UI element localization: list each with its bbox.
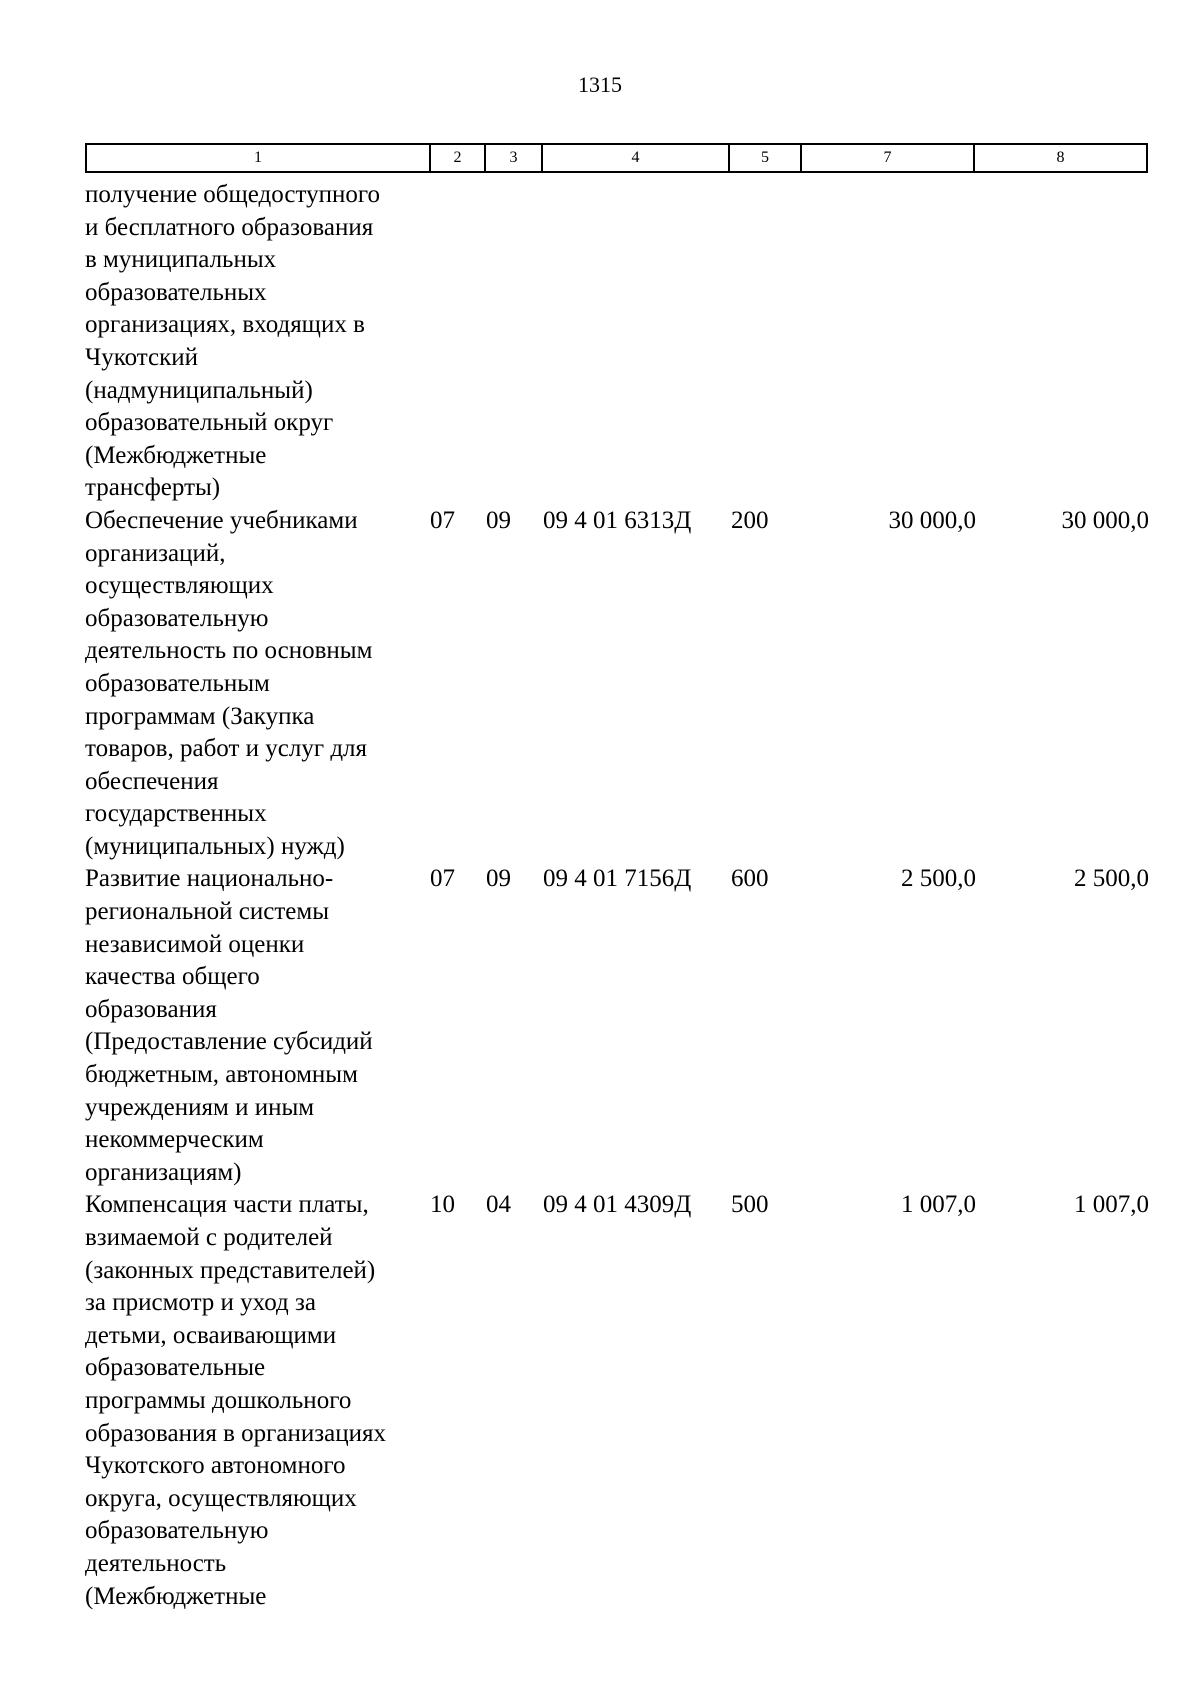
header-cell-5: 5	[729, 144, 801, 172]
description-line: (законных представителей)	[85, 1256, 376, 1284]
target-article-code: 09 4 01 7156Д	[543, 865, 692, 893]
amount-col-8	[976, 179, 1149, 505]
row-description	[85, 179, 429, 505]
amount-col-8: 1 007,0	[1074, 1191, 1149, 1219]
description-line: получение общедоступного	[85, 181, 380, 208]
description-line: детьми, осваивающими	[85, 1321, 337, 1349]
description-line: за присмотр и уход за	[85, 1289, 316, 1317]
table-row	[85, 505, 1149, 864]
description-line: программам (Закупка	[85, 702, 315, 730]
description-line: качества общего	[85, 963, 260, 991]
description-line: организациям)	[85, 1158, 242, 1186]
description-line: (Предоставление субсидий	[85, 1028, 373, 1056]
description-line: бюджетным, автономным	[85, 1061, 358, 1089]
column-number-header	[85, 143, 1148, 173]
table-row	[85, 179, 1149, 505]
description-line: и бесплатного образования	[85, 213, 374, 241]
description-line: образовательных	[85, 278, 267, 306]
section-code: 10	[430, 1191, 455, 1219]
section-code: 07	[430, 865, 455, 893]
description-line: Развитие национально-	[85, 865, 334, 893]
table-row	[85, 1189, 1149, 1613]
description-line: деятельность	[85, 1549, 227, 1577]
header-cell-7: 7	[801, 144, 974, 172]
description-line: образовательный округ	[85, 409, 334, 437]
subsection-code: 09	[486, 506, 511, 534]
description-line: (Межбюджетные	[85, 441, 267, 469]
description-line: трансферты)	[85, 474, 221, 502]
section-code	[429, 179, 485, 505]
description-line: учреждениям и иным	[85, 1093, 315, 1121]
description-line: Компенсация части платы,	[85, 1191, 369, 1219]
subsection-code: 09	[486, 865, 511, 893]
description-line: образовательную	[85, 604, 269, 632]
description-line: (муниципальных) нужд)	[85, 832, 345, 860]
expense-type-code: 200	[731, 506, 769, 534]
target-article-code: 09 4 01 6313Д	[543, 506, 692, 534]
header-cell-2: 2	[430, 144, 485, 172]
header-cell-1: 1	[86, 144, 430, 172]
subsection-code	[485, 179, 543, 505]
budget-table	[85, 179, 1149, 1613]
description-line: организациях, входящих в	[85, 311, 365, 339]
description-line: образовательные	[85, 1354, 266, 1382]
expense-type-code: 600	[731, 865, 769, 893]
target-article-code: 09 4 01 4309Д	[543, 1191, 692, 1219]
description-line: товаров, работ и услуг для	[85, 735, 368, 763]
description-line: Обеспечение учебниками	[85, 506, 358, 534]
description-line: региональной системы	[85, 898, 330, 926]
page-number: 1315	[578, 72, 622, 97]
description-line: государственных	[85, 800, 267, 828]
budget-table-body	[85, 179, 1149, 1613]
row-description	[85, 505, 429, 864]
row-description	[85, 1189, 429, 1613]
amount-col-8: 2 500,0	[1074, 865, 1149, 893]
subsection-code: 04	[486, 1191, 511, 1219]
target-article-code	[543, 179, 730, 505]
amount-col-7: 30 000,0	[888, 506, 976, 534]
amount-col-7	[803, 179, 976, 505]
header-cell-4: 4	[542, 144, 729, 172]
description-line: взимаемой с родителей	[85, 1224, 333, 1251]
description-line: некоммерческим	[85, 1126, 264, 1154]
description-line: образования	[85, 995, 217, 1023]
expense-type-code	[730, 179, 803, 505]
amount-col-7: 1 007,0	[901, 1191, 976, 1219]
description-line: деятельность по основным	[85, 637, 373, 665]
description-line: образовательную	[85, 1517, 269, 1545]
row-description	[85, 863, 429, 1189]
description-line: обеспечения	[85, 767, 219, 795]
description-line: организаций,	[85, 539, 226, 567]
description-line: Чукотского автономного	[85, 1452, 346, 1480]
expense-type-code: 500	[731, 1191, 769, 1219]
description-line: (Межбюджетные	[85, 1582, 267, 1610]
header-row	[86, 144, 1147, 172]
description-line: независимой оценки	[85, 930, 305, 958]
description-line: Чукотский	[85, 343, 199, 371]
section-code: 07	[430, 506, 455, 534]
description-line: образовательным	[85, 669, 270, 697]
description-line: в муниципальных	[85, 246, 277, 274]
header-cell-8: 8	[974, 144, 1147, 172]
description-line: программы дошкольного	[85, 1386, 352, 1414]
description-line: округа, осуществляющих	[85, 1484, 357, 1512]
amount-col-7: 2 500,0	[901, 865, 976, 893]
header-cell-3: 3	[485, 144, 542, 172]
table-row	[85, 863, 1149, 1189]
amount-col-8: 30 000,0	[1061, 506, 1149, 534]
description-line: (надмуниципальный)	[85, 376, 313, 404]
description-line: осуществляющих	[85, 572, 274, 600]
description-line: образования в организациях	[85, 1419, 387, 1447]
